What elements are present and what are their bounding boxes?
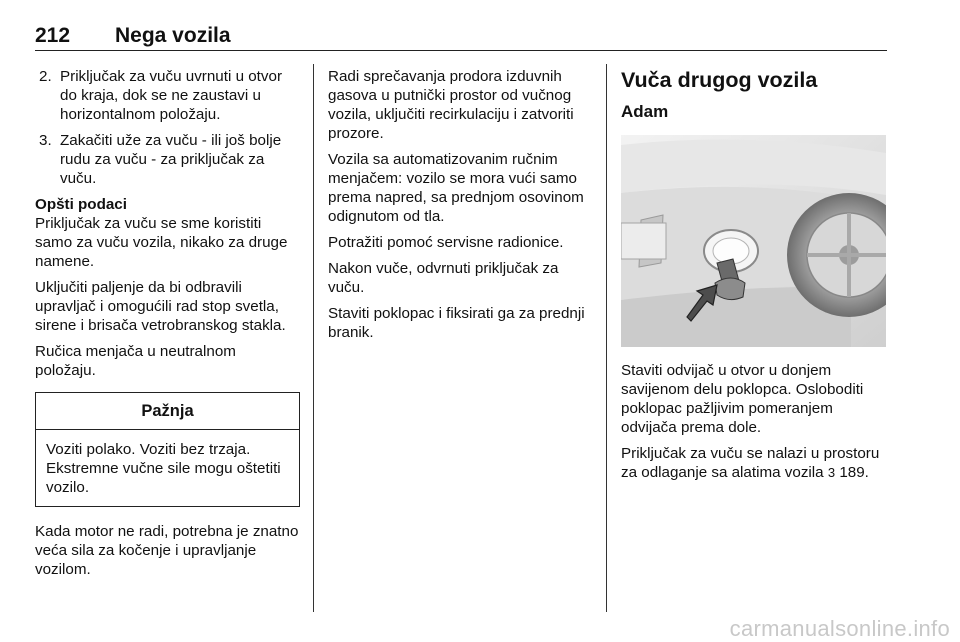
column-1 (35, 67, 300, 586)
chapter-title: Nega vozila (115, 24, 231, 47)
page-reference-icon: 3 (827, 465, 836, 480)
step-text: Zakačiti uže za vuču - ili još bolje rudu za vuču - za priključak za vuču. (60, 132, 282, 187)
notice-box (35, 392, 300, 507)
notice-text: Voziti polako. Voziti bez trzaja. Ekstremne vučne sile mogu oštetiti vozilo. (46, 441, 281, 496)
paragraph: Vozila sa automatizovanim ručnim menjačem: vozilo se mora vući samo prema napred, sa prednjom osovinom odignutom od tla. (328, 151, 584, 225)
reference-text: Priključak za vuču se nalazi u prostoru za odlaganje sa alatima vozila (621, 445, 880, 481)
step-number: 2. (39, 68, 52, 85)
step-text: Priključak za vuču uvrnuti u otvor do kraja, dok se ne zaustavi u horizontalnom položaju. (60, 68, 282, 123)
page-header (35, 24, 887, 51)
column-3 (621, 67, 889, 489)
step-item (35, 67, 300, 124)
paragraph: Staviti odvijač u otvor u donjem savijenom delu poklopca. Osloboditi poklopac pažljivim pomeranjem odvijača prema dole. (621, 362, 864, 436)
paragraph: Potražiti pomoć servisne radionice. (328, 234, 564, 251)
paragraph: Uključiti paljenje da bi odbravili upravljač i omogućili rad stop svetla, sirene i brisača vetrobranskog stakla. (35, 279, 286, 334)
tow-eye-illustration (621, 135, 886, 347)
column-2 (328, 67, 594, 349)
paragraph: Radi sprečavanja prodora izduvnih gasova u putnički prostor od vučnog vozila, uključiti recirkulaciju i zatvoriti prozore. (328, 68, 574, 142)
column-divider (313, 64, 314, 612)
watermark: carmanualsonline.info (729, 616, 950, 641)
page-reference-link[interactable]: 189. (839, 464, 869, 481)
paragraph: Nakon vuče, odvrnuti priključak za vuču. (328, 260, 559, 296)
notice-title: Pažnja (36, 393, 299, 430)
column-divider (606, 64, 607, 612)
step-number: 3. (39, 132, 52, 149)
section-heading: Opšti podaci (35, 196, 127, 213)
paragraph-with-page-reference (621, 444, 889, 482)
paragraph: Kada motor ne radi, potrebna je znatno veća sila za kočenje i upravljanje vozilom. (35, 523, 299, 578)
paragraph: Priključak za vuču se sme koristiti samo za vuču vozila, nikako za druge namene. (35, 215, 288, 270)
bumper-tow-eye-image (621, 135, 886, 347)
paragraph: Ručica menjača u neutralnom položaju. (35, 343, 236, 379)
section-title: Vuča drugog vozila (621, 68, 818, 92)
step-item (35, 131, 300, 188)
paragraph: Staviti poklopac i fiksirati ga za prednji branik. (328, 305, 585, 341)
model-subheading: Adam (621, 102, 669, 121)
page-number: 212 (35, 24, 71, 47)
